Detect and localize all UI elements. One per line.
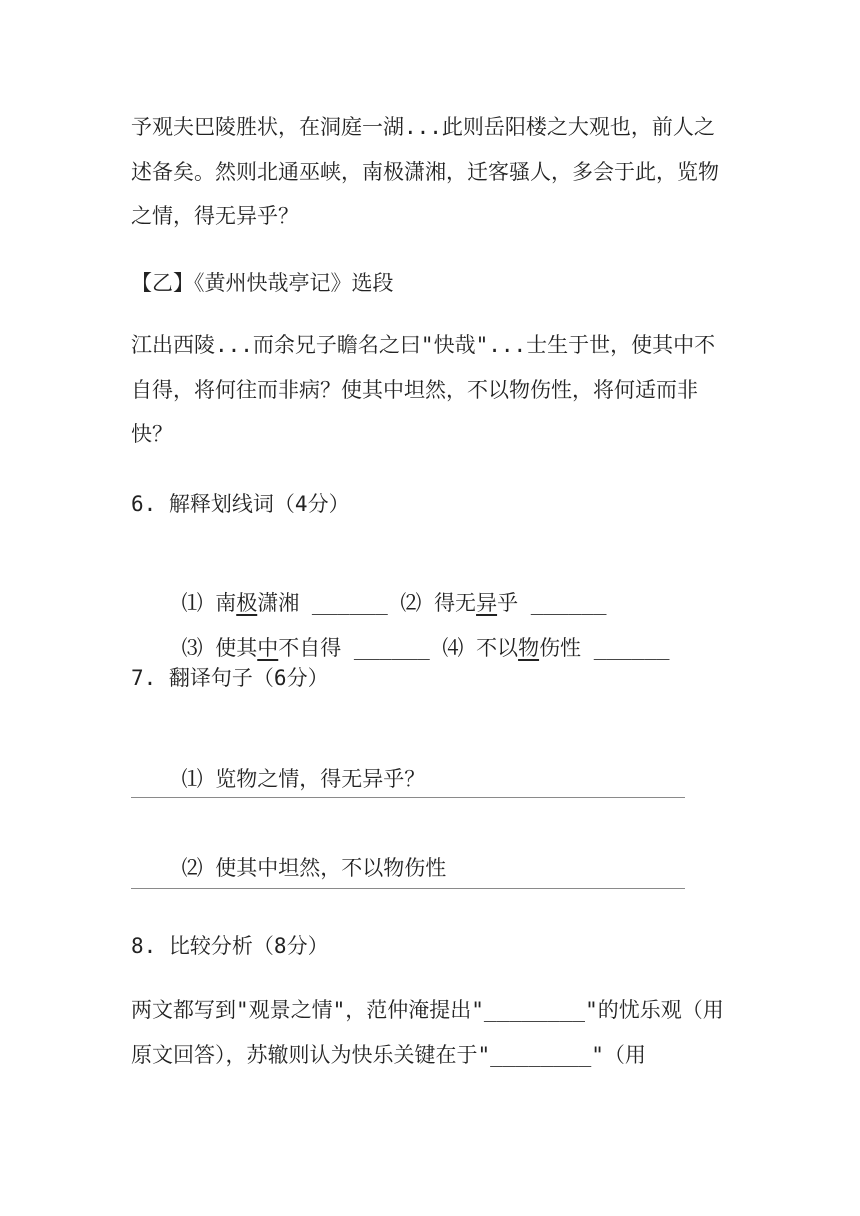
phrase-post: 乎 xyxy=(497,591,519,615)
item-number: ⑵ xyxy=(400,591,422,615)
phrase-post: 不自得 xyxy=(278,636,342,660)
item-number: ⑴ xyxy=(181,767,203,791)
item-number: ⑴ xyxy=(181,591,203,615)
passage-yi-text: 江出西陵...而余兄子瞻名之曰"快哉"...士生于世，使其中不自得，将何往而非病？使其中坦然，不以物伤性，将何适而非快？ xyxy=(131,333,716,446)
answer-blank: ______ xyxy=(353,636,430,660)
question-6-row-1 xyxy=(131,552,731,615)
question-8-title: 8. 比较分析（8分） xyxy=(131,934,329,958)
answer-blank: ______ xyxy=(593,636,670,660)
sentence-text: 使其中坦然，不以物伤性 xyxy=(215,856,447,880)
answer-blank: ______ xyxy=(530,591,607,615)
underlined-word: 异 xyxy=(476,591,498,615)
question-8-text: 两文都写到"观景之情"，范仲淹提出"________"的忧乐观（用原文回答），苏辙则认为快乐关键在于"________"（用 xyxy=(131,998,724,1067)
underlined-word: 极 xyxy=(236,591,258,615)
phrase-pre: 得无 xyxy=(434,591,477,615)
question-7-title: 7. 翻译句子（6分） xyxy=(131,666,329,690)
item-number: ⑶ xyxy=(181,636,203,660)
phrase-pre: 使其 xyxy=(215,636,258,660)
question-7-item-1 xyxy=(131,728,731,791)
answer-blank: ______ xyxy=(311,591,388,615)
underlined-word: 中 xyxy=(257,636,279,660)
phrase-post: 潇湘 xyxy=(257,591,300,615)
question-6-title: 6. 解释划线词（4分） xyxy=(131,492,350,516)
item-number: ⑵ xyxy=(181,856,203,880)
item-number: ⑷ xyxy=(442,636,464,660)
question-6-row-2 xyxy=(131,597,731,660)
passage-jia-text: 予观夫巴陵胜状，在洞庭一湖...此则岳阳楼之大观也，前人之述备矣。然则北通巫峡，南极潇湘，迁客骚人，多会于此，览物之情，得无异乎？ xyxy=(131,115,719,228)
question-7-item-2 xyxy=(131,817,731,880)
passage-yi-heading: 【乙】《黄州快哉亭记》选段 xyxy=(131,271,394,295)
underlined-word: 物 xyxy=(518,636,540,660)
answer-line-1 xyxy=(131,797,685,798)
phrase-pre: 南 xyxy=(215,591,237,615)
answer-line-2 xyxy=(131,888,685,889)
sentence-text: 览物之情，得无异乎？ xyxy=(215,767,426,791)
phrase-pre: 不以 xyxy=(476,636,519,660)
phrase-post: 伤性 xyxy=(539,636,582,660)
